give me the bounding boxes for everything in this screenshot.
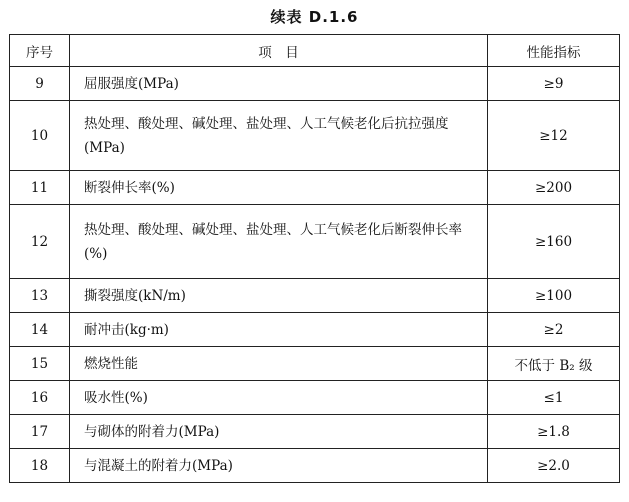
row-number: 12: [10, 205, 70, 279]
table-title: 续表 D.1.6: [270, 8, 359, 26]
table-row: [10, 381, 620, 415]
row-number: 16: [10, 381, 70, 415]
table-row: [10, 347, 620, 381]
row-item: 吸水性(%): [70, 381, 488, 415]
row-value: ≥9: [488, 67, 620, 101]
row-item: 断裂伸长率(%): [70, 171, 488, 205]
header-value: 性能指标: [488, 35, 620, 67]
header-no: 序号: [10, 35, 70, 67]
spec-table: [9, 34, 620, 483]
row-value: ≥2: [488, 313, 620, 347]
table-row: [10, 67, 620, 101]
header-row: [10, 35, 620, 67]
row-value: ≥12: [488, 101, 620, 171]
row-value: ≥200: [488, 171, 620, 205]
table-row: [10, 279, 620, 313]
row-value: ≤1: [488, 381, 620, 415]
row-item: 热处理、酸处理、碱处理、盐处理、人工气候老化后断裂伸长率(%): [70, 205, 488, 279]
table-row: [10, 313, 620, 347]
row-number: 10: [10, 101, 70, 171]
row-item: 与混凝土的附着力(MPa): [70, 449, 488, 483]
row-number: 9: [10, 67, 70, 101]
table-row: [10, 449, 620, 483]
table-row: [10, 171, 620, 205]
row-number: 14: [10, 313, 70, 347]
row-item: 与砌体的附着力(MPa): [70, 415, 488, 449]
row-value: ≥2.0: [488, 449, 620, 483]
row-value: 不低于 B₂ 级: [488, 347, 620, 381]
row-value: ≥100: [488, 279, 620, 313]
table-row: [10, 415, 620, 449]
row-number: 15: [10, 347, 70, 381]
row-value: ≥160: [488, 205, 620, 279]
table-row: [10, 101, 620, 171]
row-item: 热处理、酸处理、碱处理、盐处理、人工气候老化后抗拉强度(MPa): [70, 101, 488, 171]
row-value: ≥1.8: [488, 415, 620, 449]
row-number: 13: [10, 279, 70, 313]
row-number: 17: [10, 415, 70, 449]
header-item: 项 目: [70, 35, 488, 67]
row-item: 屈服强度(MPa): [70, 67, 488, 101]
row-item: 燃烧性能: [70, 347, 488, 381]
row-item: 撕裂强度(kN/m): [70, 279, 488, 313]
table-row: [10, 205, 620, 279]
row-item: 耐冲击(kg·m): [70, 313, 488, 347]
row-number: 11: [10, 171, 70, 205]
row-number: 18: [10, 449, 70, 483]
